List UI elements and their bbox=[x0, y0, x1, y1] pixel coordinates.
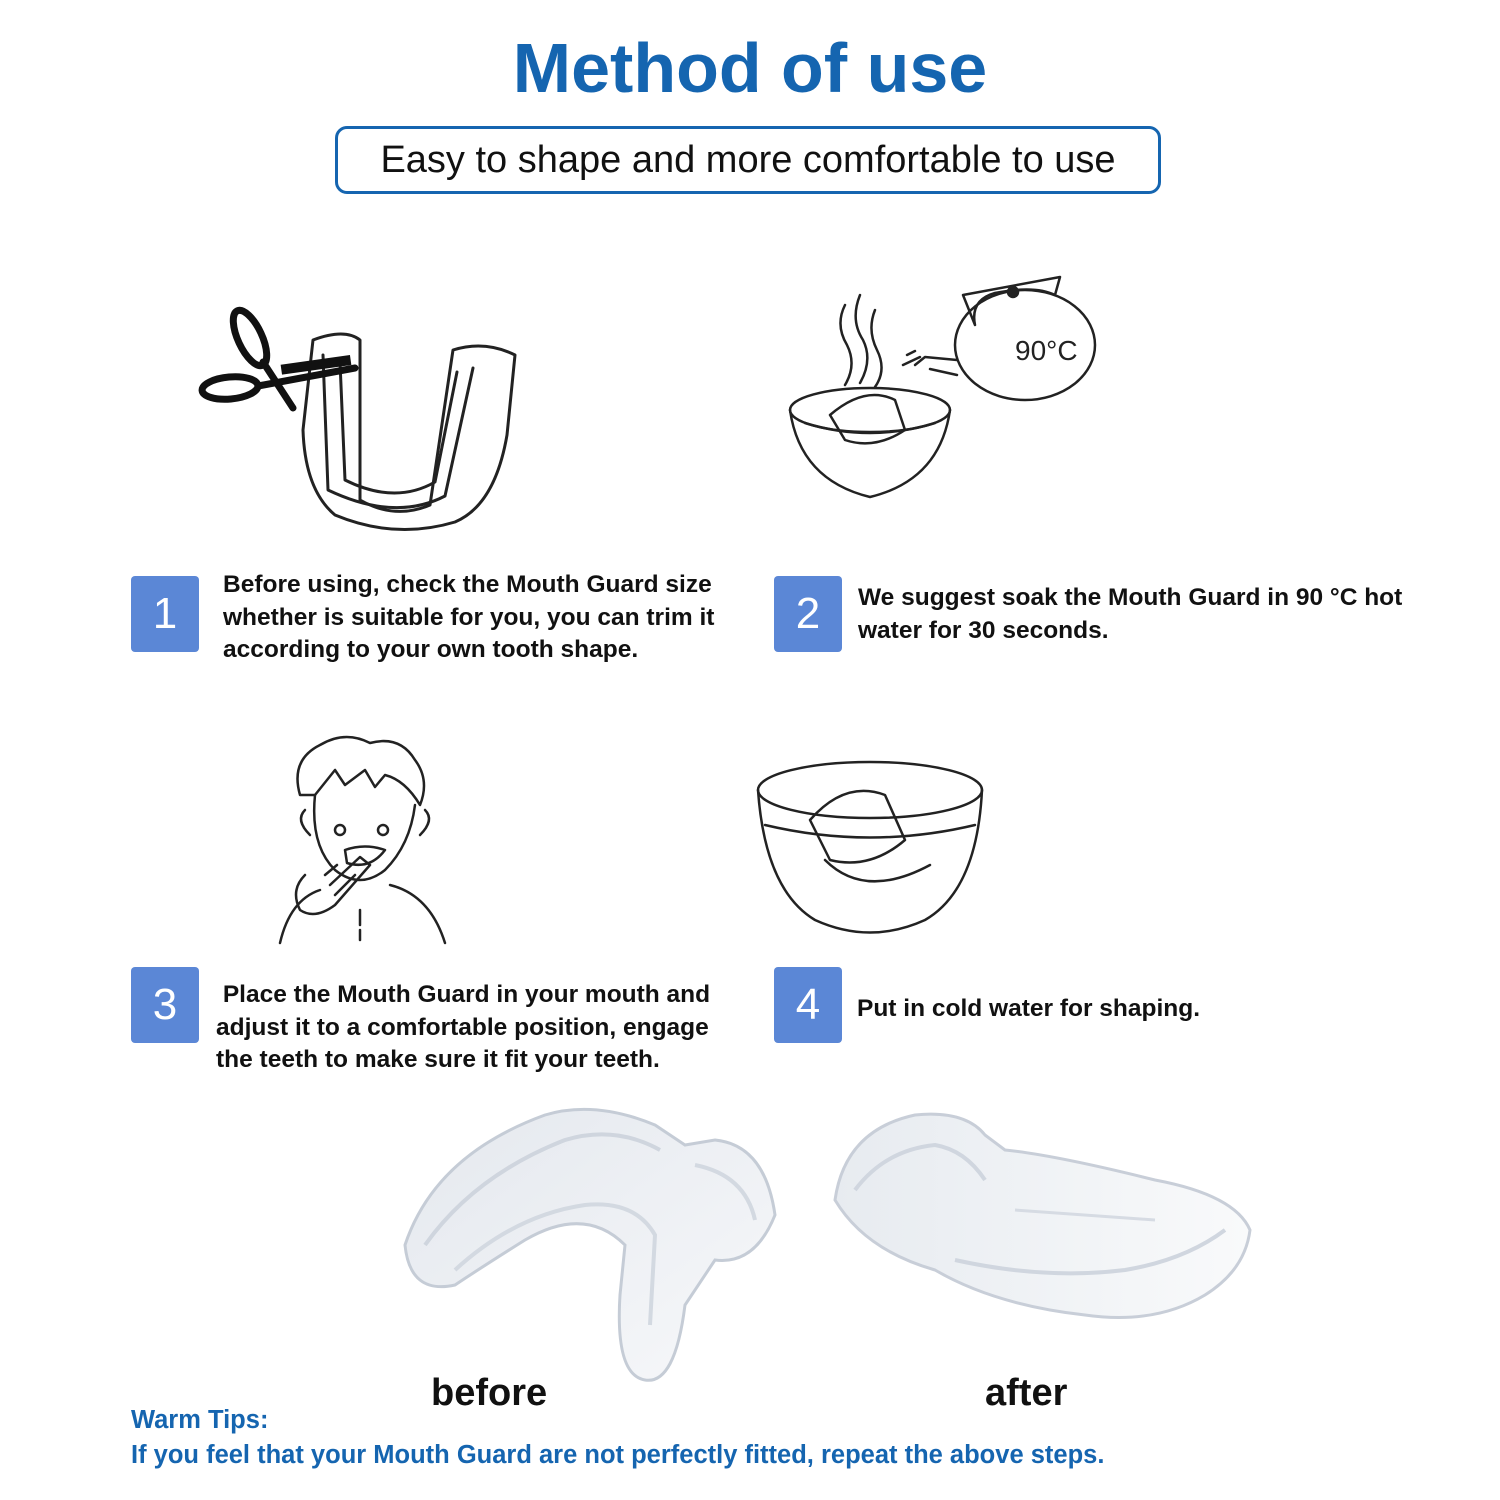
subtitle-text: Easy to shape and more comfortable to use bbox=[380, 138, 1116, 181]
before-caption: before bbox=[431, 1372, 548, 1414]
subtitle-box bbox=[335, 126, 1161, 194]
kettle-temperature-label: 90°C bbox=[1015, 335, 1078, 366]
step-4-badge bbox=[774, 967, 842, 1043]
mouthguard-after-image bbox=[825, 1110, 1265, 1330]
step-3-number: 3 bbox=[152, 980, 178, 1029]
hot-water-illustration bbox=[785, 265, 1105, 505]
step-2-text: We suggest soak the Mouth Guard in 90 °C hot water for 30 seconds. bbox=[858, 584, 1403, 644]
step-2-badge bbox=[774, 576, 842, 652]
warm-tips-heading: Warm Tips: bbox=[131, 1406, 269, 1434]
trim-mouthguard-illustration bbox=[195, 300, 535, 530]
step-2-number: 2 bbox=[795, 589, 821, 638]
step-4-text: Put in cold water for shaping. bbox=[857, 995, 1201, 1022]
step-3-text: Place the Mouth Guard in your mouth and adjust it to a comfortable position, engage the teeth to make sure it fit your teeth. bbox=[216, 981, 717, 1073]
step-1-number: 1 bbox=[152, 589, 178, 638]
step-3-badge bbox=[131, 967, 199, 1043]
warm-tips-body: If you feel that your Mouth Guard are not perfectly fitted, repeat the above steps. bbox=[131, 1441, 1105, 1469]
mouthguard-before-image bbox=[395, 1095, 795, 1395]
scissors-icon bbox=[201, 306, 355, 408]
cold-water-illustration bbox=[755, 750, 985, 940]
boy-fitting-illustration bbox=[275, 725, 455, 945]
step-1-text: Before using, check the Mouth Guard size whether is suitable for you, you can trim it according to your own tooth shape. bbox=[223, 571, 715, 663]
step-4-number: 4 bbox=[795, 980, 821, 1029]
after-caption: after bbox=[985, 1372, 1068, 1414]
step-1-badge bbox=[131, 576, 199, 652]
page-title: Method of use bbox=[512, 29, 988, 107]
